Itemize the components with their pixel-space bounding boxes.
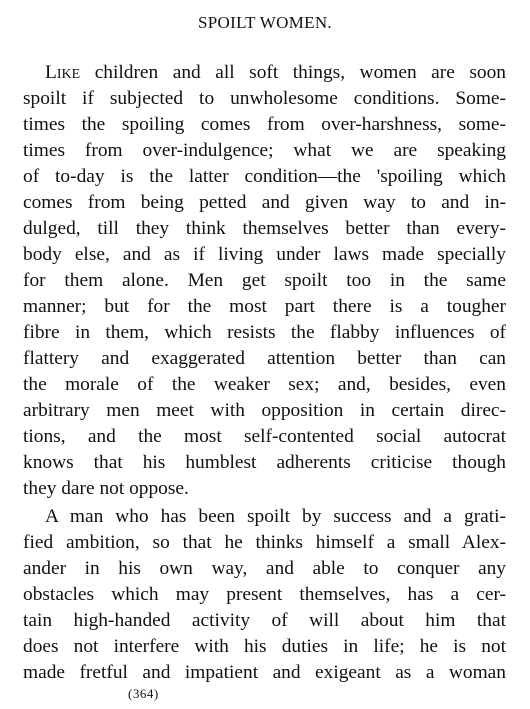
text-line: of to-day is the latter condition—the 'spoiling which bbox=[23, 166, 506, 187]
text-line: fibre in them, which resists the flabby influences of bbox=[23, 322, 506, 343]
page-title: SPOILT WOMEN. bbox=[198, 13, 332, 32]
text-line: does not interfere with his duties in life; he is not bbox=[23, 636, 506, 657]
text-line: the morale of the weaker sex; and, besides, even bbox=[23, 374, 506, 395]
text-line: body else, and as if living under laws made specially bbox=[23, 244, 506, 265]
text-line: obstacles which may present themselves, has a cer- bbox=[23, 584, 506, 605]
text-line: A man who has been spoilt by success and a grati- bbox=[45, 506, 506, 527]
text-line: comes from being petted and given way to and in- bbox=[23, 192, 506, 213]
page-number: (364) bbox=[128, 686, 159, 701]
text-line: arbitrary men meet with opposition in certain direc- bbox=[23, 400, 506, 421]
text-line: knows that his humblest adherents criticise though bbox=[23, 452, 506, 473]
text-line: for them alone. Men get spoilt too in the same bbox=[23, 270, 506, 291]
text-line: Like children and all soft things, women are soon bbox=[45, 62, 506, 83]
text-line: tain high-handed activity of will about him that bbox=[23, 610, 506, 631]
text-line: times the spoiling comes from over-harshness, some- bbox=[23, 114, 506, 135]
text-line: tions, and the most self-contented social autocrat bbox=[23, 426, 506, 447]
text-line: dulged, till they think themselves better than every- bbox=[23, 218, 506, 239]
text-line: flattery and exaggerated attention better than can bbox=[23, 348, 506, 369]
text-line: spoilt if subjected to unwholesome conditions. Some- bbox=[23, 88, 506, 109]
drop-word: Like bbox=[45, 62, 81, 83]
text-line: they dare not oppose. bbox=[23, 478, 189, 499]
text-line: ander in his own way, and able to conquer any bbox=[23, 558, 506, 579]
text-line: manner; but for the most part there is a tougher bbox=[23, 296, 506, 317]
text-line: fied ambition, so that he thinks himself a small Alex- bbox=[23, 532, 506, 553]
text-line: made fretful and impatient and exigeant as a woman bbox=[23, 662, 506, 683]
text-line: times from over-indulgence; what we are speaking bbox=[23, 140, 506, 161]
